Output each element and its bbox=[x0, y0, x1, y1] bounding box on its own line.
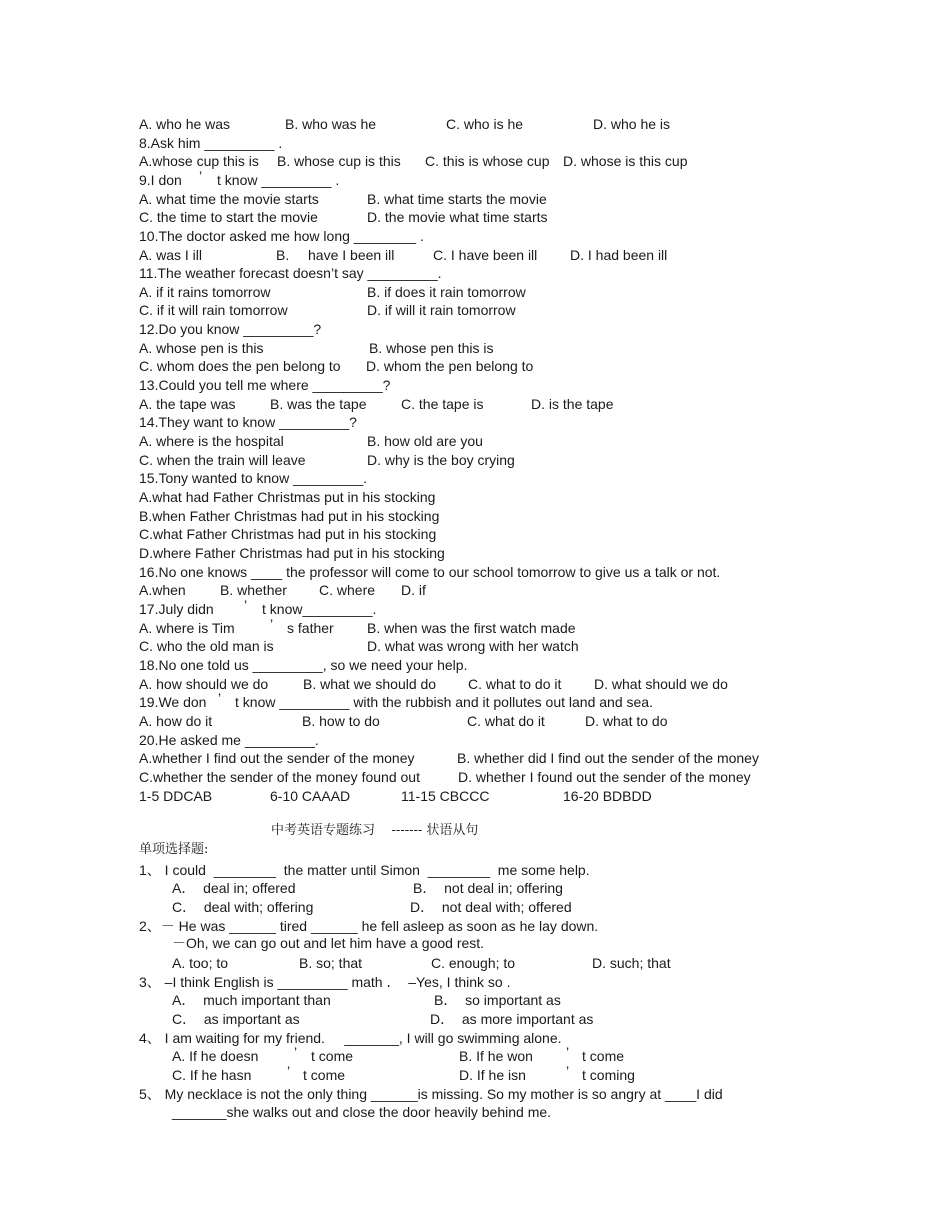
question-16: 16.No one knows ____ the professor will come to our school tomorrow to give us a talk or not. bbox=[139, 564, 721, 580]
s2-question-4-option-b-part-1: B. If he won bbox=[459, 1048, 533, 1064]
question-8-option-b: B. whose cup is this bbox=[277, 153, 401, 169]
question-19-option-b: B. how to do bbox=[302, 713, 380, 729]
s2-question-1-option-d: D． not deal with; offered bbox=[410, 899, 572, 915]
question-11: 11.The weather forecast doesn’t say _________. bbox=[139, 265, 442, 281]
question-11-option-d: D. if will it rain tomorrow bbox=[367, 302, 516, 318]
question-20: 20.He asked me _________. bbox=[139, 732, 319, 748]
question-20-option-a: A.whether I find out the sender of the money bbox=[139, 750, 415, 766]
question-18-option-a: A. how should we do bbox=[139, 676, 269, 692]
question-13: 13.Could you tell me where _________? bbox=[139, 377, 391, 393]
question-20-option-c: C.whether the sender of the money found out bbox=[139, 769, 420, 785]
s2-question-1-option-c: C． deal with; offering bbox=[172, 899, 314, 915]
s2-question-3-option-d: D． as more important as bbox=[430, 1011, 594, 1027]
s2-question-2-reply: －Oh, we can go out and let him have a good rest. bbox=[172, 935, 485, 951]
answer-key-16-20: 16-20 BDBDD bbox=[563, 788, 652, 804]
question-10-option-c: C. I have been ill bbox=[433, 247, 538, 263]
question-15-option-c: C.what Father Christmas had put in his stocking bbox=[139, 526, 437, 542]
question-10-option-b-letter: B. bbox=[276, 247, 290, 263]
question-19-part-2: t know _________ with the rubbish and it pollutes out land and sea. bbox=[235, 694, 653, 710]
s2-question-2-option-d: D. such; that bbox=[592, 955, 671, 971]
question-9-part-1: 9.I don bbox=[139, 172, 182, 188]
question-13-option-b: B. was the tape bbox=[270, 396, 367, 412]
question-10-option-d: D. I had been ill bbox=[570, 247, 668, 263]
answer-key-1-5: 1-5 DDCAB bbox=[139, 788, 213, 804]
question-7-option-b: B. who was he bbox=[285, 116, 377, 132]
s2-question-4-option-c-part-2: t come bbox=[303, 1067, 346, 1083]
question-9-option-c: C. the time to start the movie bbox=[139, 209, 318, 225]
question-16-option-d: D. if bbox=[401, 582, 426, 598]
s2-question-4-option-b-part-2: t come bbox=[582, 1048, 625, 1064]
question-15: 15.Tony wanted to know _________. bbox=[139, 470, 368, 486]
question-19-option-c: C. what do it bbox=[467, 713, 545, 729]
question-10-option-b: have I been ill bbox=[308, 247, 395, 263]
question-12: 12.Do you know _________? bbox=[139, 321, 322, 337]
question-12-option-a: A. whose pen is this bbox=[139, 340, 264, 356]
question-9-option-b: B. what time starts the movie bbox=[367, 191, 547, 207]
s2-question-3: 3、 –I think English is _________ math ． –Yes, I think so . bbox=[139, 974, 511, 990]
question-7-option-c: C. who is he bbox=[446, 116, 524, 132]
s2-question-4-option-d-apostrophe: ’ bbox=[566, 1063, 570, 1079]
s2-question-2: 2、－ He was ______ tired ______ he fell asleep as soon as he lay down. bbox=[139, 918, 599, 934]
question-18-option-d: D. what should we do bbox=[594, 676, 728, 692]
question-18-option-c: C. what to do it bbox=[468, 676, 562, 692]
s2-question-2-option-b: B. so; that bbox=[299, 955, 363, 971]
question-17-part-1: 17.July didn bbox=[139, 601, 214, 617]
s2-question-4-option-b-apostrophe: ’ bbox=[566, 1044, 570, 1060]
s2-question-4-option-a-part-2: t come bbox=[311, 1048, 354, 1064]
question-9-option-a: A. what time the movie starts bbox=[139, 191, 319, 207]
question-8-option-c: C. this is whose cup bbox=[425, 153, 550, 169]
s2-question-4-option-a-apostrophe: ’ bbox=[294, 1044, 298, 1060]
question-18: 18.No one told us _________, so we need your help. bbox=[139, 657, 468, 673]
question-8: 8.Ask him _________ . bbox=[139, 135, 283, 151]
question-8-option-d: D. whose is this cup bbox=[563, 153, 688, 169]
question-14-option-c: C. when the train will leave bbox=[139, 452, 306, 468]
question-12-option-b: B. whose pen this is bbox=[369, 340, 494, 356]
s2-question-2-option-a: A. too; to bbox=[172, 955, 229, 971]
question-9-part-2: t know _________ . bbox=[217, 172, 340, 188]
question-11-option-c: C. if it will rain tomorrow bbox=[139, 302, 288, 318]
s2-question-1: 1、 I could ________ the matter until Simon ________ me some help. bbox=[139, 862, 590, 878]
question-14-option-b: B. how old are you bbox=[367, 433, 483, 449]
s2-question-3-option-b: B． so important as bbox=[434, 992, 561, 1008]
s2-question-4-option-c-apostrophe: ’ bbox=[287, 1063, 291, 1079]
s2-question-4-option-d-part-2: t coming bbox=[582, 1067, 635, 1083]
s2-question-4-option-c-part-1: C. If he hasn bbox=[172, 1067, 252, 1083]
answer-key-11-15: 11-15 CBCCC bbox=[401, 788, 490, 804]
section-title: 中考英语专题练习 ------- 状语从句 bbox=[271, 823, 479, 838]
question-17-option-a-apostrophe: ’ bbox=[270, 616, 274, 632]
s2-question-3-option-c: C． as important as bbox=[172, 1011, 300, 1027]
question-10-option-a: A. was I ill bbox=[139, 247, 203, 263]
question-13-option-a: A. the tape was bbox=[139, 396, 236, 412]
s2-question-3-option-a: A． much important than bbox=[172, 992, 331, 1008]
s2-question-4-option-a-part-1: A. If he doesn bbox=[172, 1048, 259, 1064]
question-10: 10.The doctor asked me how long ________ . bbox=[139, 228, 424, 244]
question-19-apostrophe: ’ bbox=[218, 690, 222, 706]
question-17-option-c: C. who the old man is bbox=[139, 638, 274, 654]
question-13-option-d: D. is the tape bbox=[531, 396, 614, 412]
question-17-apostrophe: ’ bbox=[244, 597, 248, 613]
question-17-option-b: B. when was the first watch made bbox=[367, 620, 576, 636]
question-16-option-c: C. where bbox=[319, 582, 376, 598]
question-8-option-a: A.whose cup this is bbox=[139, 153, 259, 169]
question-12-option-d: D. whom the pen belong to bbox=[366, 358, 534, 374]
question-19-part-1: 19.We don bbox=[139, 694, 207, 710]
question-16-option-b: B. whether bbox=[220, 582, 287, 598]
question-7-option-d: D. who he is bbox=[593, 116, 671, 132]
question-9-option-d: D. the movie what time starts bbox=[367, 209, 548, 225]
question-20-option-d: D. whether I found out the sender of the money bbox=[458, 769, 751, 785]
question-9-apostrophe: ’ bbox=[199, 168, 203, 184]
question-13-option-c: C. the tape is bbox=[401, 396, 484, 412]
question-19-option-a: A. how do it bbox=[139, 713, 213, 729]
question-15-option-a: A.what had Father Christmas put in his stocking bbox=[139, 489, 436, 505]
question-18-option-b: B. what we should do bbox=[303, 676, 437, 692]
question-19-option-d: D. what to do bbox=[585, 713, 668, 729]
question-15-option-b: B.when Father Christmas had put in his stocking bbox=[139, 508, 440, 524]
question-17-option-a-part-1: A. where is Tim bbox=[139, 620, 235, 636]
question-14-option-a: A. where is the hospital bbox=[139, 433, 284, 449]
s2-question-1-option-b: B． not deal in; offering bbox=[413, 880, 563, 896]
question-12-option-c: C. whom does the pen belong to bbox=[139, 358, 341, 374]
s2-question-5: 5、 My necklace is not the only thing ______is missing. So my mother is so angry at ____I did bbox=[139, 1086, 723, 1102]
s2-question-1-option-a: A． deal in; offered bbox=[172, 880, 296, 896]
s2-question-5-continued: _______she walks out and close the door heavily behind me. bbox=[172, 1104, 552, 1120]
s2-question-4: 4、 I am waiting for my friend. _______, I will go swimming alone. bbox=[139, 1030, 562, 1046]
s2-question-2-option-c: C. enough; to bbox=[431, 955, 516, 971]
question-14: 14.They want to know _________? bbox=[139, 414, 357, 430]
answer-key-6-10: 6-10 CAAAD bbox=[270, 788, 351, 804]
question-11-option-b: B. if does it rain tomorrow bbox=[367, 284, 526, 300]
question-14-option-d: D. why is the boy crying bbox=[367, 452, 515, 468]
question-16-option-a: A.when bbox=[139, 582, 186, 598]
question-17-part-2: t know_________. bbox=[262, 601, 377, 617]
question-15-option-d: D.where Father Christmas had put in his stocking bbox=[139, 545, 445, 561]
s2-question-4-option-d-part-1: D. If he isn bbox=[459, 1067, 526, 1083]
question-11-option-a: A. if it rains tomorrow bbox=[139, 284, 271, 300]
section-subtitle: 单项选择题: bbox=[139, 842, 209, 857]
question-17-option-d: D. what was wrong with her watch bbox=[367, 638, 579, 654]
question-7-option-a: A. who he was bbox=[139, 116, 231, 132]
question-20-option-b: B. whether did I find out the sender of the money bbox=[457, 750, 759, 766]
question-17-option-a-part-2: s father bbox=[287, 620, 334, 636]
